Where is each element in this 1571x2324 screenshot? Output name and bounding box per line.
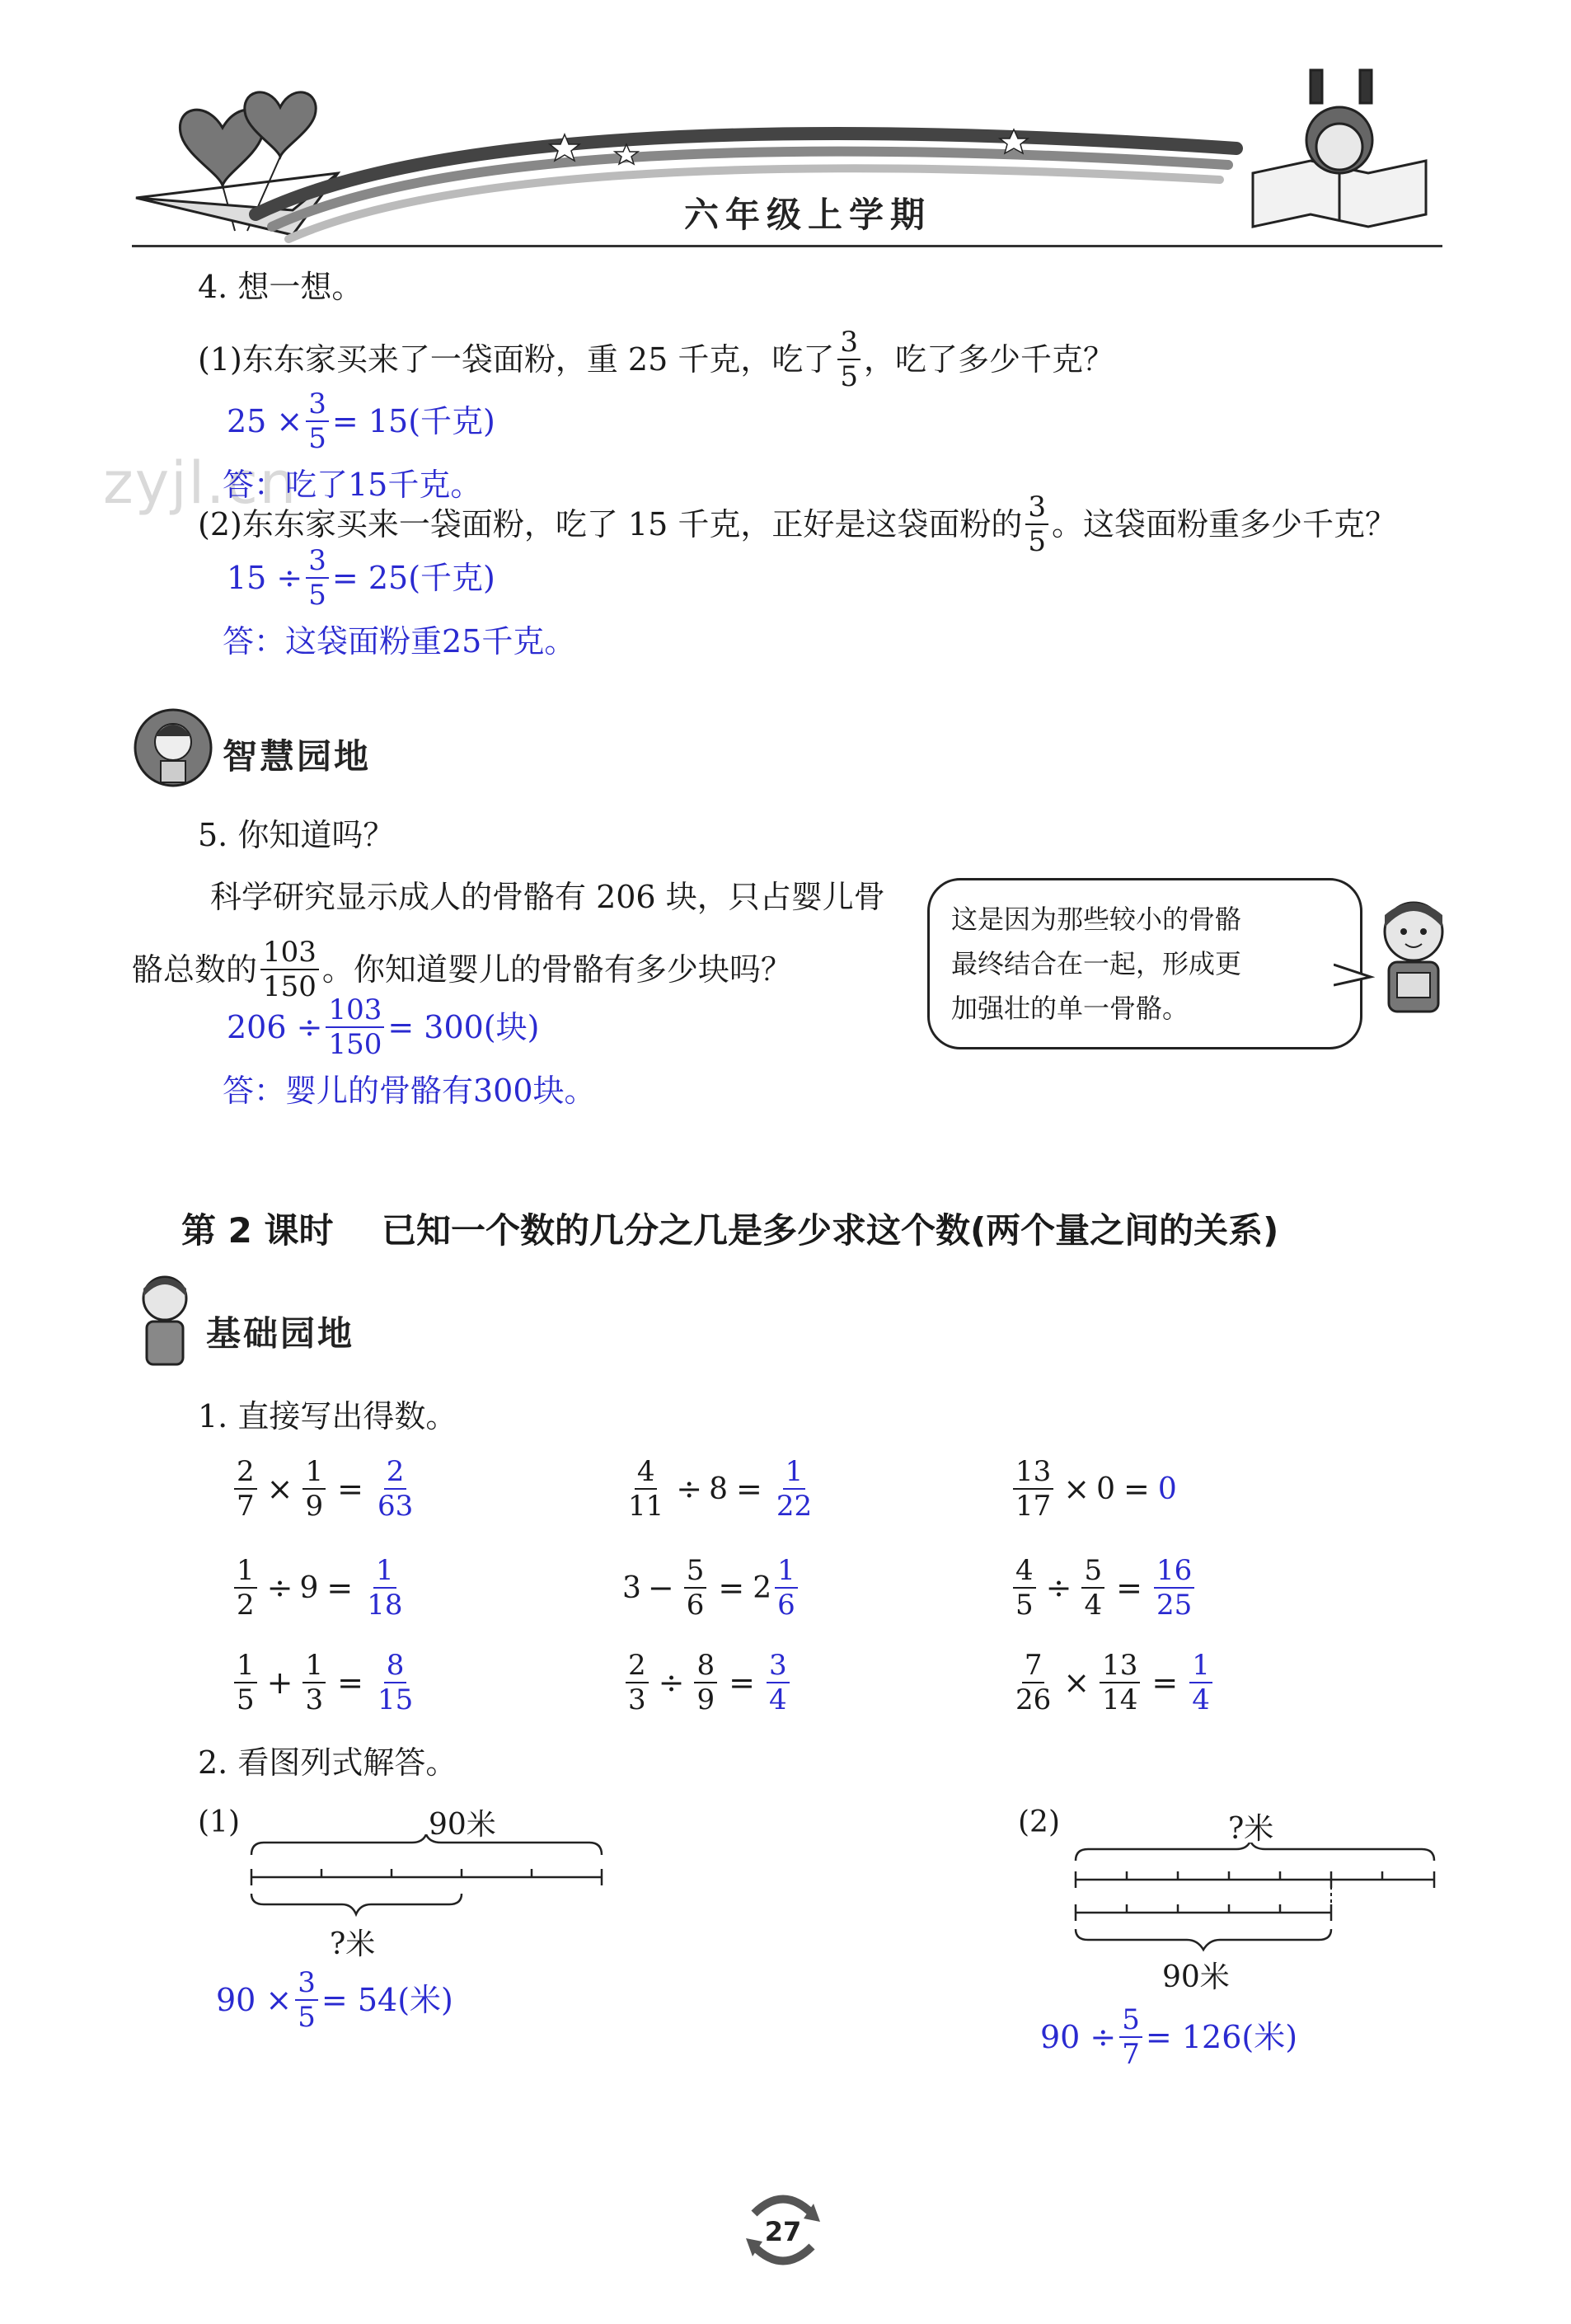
q1-item: $\frac{4}{11}$ ÷ 8 = $\frac{1}{22}$ bbox=[622, 1455, 818, 1523]
fraction: $\frac{3}{5}$ bbox=[306, 544, 329, 612]
speech-bubble bbox=[927, 878, 1362, 1049]
diagram-2 bbox=[1067, 1843, 1455, 1966]
q4-answer-2: 答：这袋面粉重25千克。 bbox=[223, 623, 576, 660]
answer-whole: 2 bbox=[753, 1570, 772, 1605]
q4-answer-1: 答：吃了15千克。 bbox=[223, 467, 482, 503]
answer-fraction: $\frac{1}{18}$ bbox=[367, 1554, 403, 1622]
fraction: $\frac{103}{150}$ bbox=[326, 993, 384, 1061]
watermark: zyjl.cn bbox=[103, 449, 298, 517]
diagram-1-calc: 90 × $\frac{3}{5}$ = 54(米) bbox=[216, 1966, 453, 2034]
header-title: 六年级上学期 bbox=[684, 195, 932, 235]
bubble-line: 这是因为那些较小的骨骼 bbox=[951, 904, 1242, 935]
paper-plane-icon bbox=[136, 173, 338, 235]
q1-item: $\frac{7}{26}$ × $\frac{13}{14}$ = $\frac{1}{4}$ bbox=[1010, 1649, 1216, 1716]
answer-fraction: $\frac{2}{63}$ bbox=[377, 1455, 414, 1523]
answer-fraction: $\frac{16}{25}$ bbox=[1154, 1554, 1194, 1622]
diagram-1-label: (1) bbox=[198, 1805, 240, 1839]
diagram-2-label: (2) bbox=[1018, 1805, 1060, 1839]
lesson-title: 第 2 课时 已知一个数的几分之几是多少求这个数(两个量之间的关系) bbox=[181, 1210, 1279, 1251]
page-header bbox=[124, 49, 1451, 251]
section-basic-label: 基础园地 bbox=[206, 1313, 355, 1354]
diagram-2-bottom-label: 90米 bbox=[1162, 1960, 1230, 1994]
answer-fraction: $\frac{3}{4}$ bbox=[767, 1649, 790, 1716]
fraction: $\frac{5}{7}$ bbox=[1119, 2003, 1142, 2071]
q5-calc: 206 ÷ $\frac{103}{150}$ = 300(块) bbox=[227, 993, 540, 1061]
q2-heading: 2. 看图列式解答。 bbox=[198, 1744, 457, 1781]
answer-fraction: $\frac{1}{6}$ bbox=[775, 1554, 798, 1622]
q4-calc-2: 15 ÷ $\frac{3}{5}$ = 25(千克) bbox=[227, 544, 495, 612]
diagram-2-top-label: ?米 bbox=[1228, 1812, 1274, 1846]
page-number-badge bbox=[738, 2189, 828, 2271]
bubble-line: 最终结合在一起，形成更 bbox=[951, 948, 1242, 979]
q4-problem-1: (1)东东家买来了一袋面粉，重 25 千克，吃了 $\frac{3}{5}$ ，吃了多少千克？ bbox=[198, 326, 1114, 393]
q1-item: $\frac{4}{5}$ ÷ $\frac{5}{4}$ = $\frac{16}{25}$ bbox=[1010, 1554, 1198, 1622]
section-basic bbox=[132, 1274, 544, 1373]
answer-value: 0 bbox=[1157, 1472, 1177, 1506]
q4-calc-1: 25 × $\frac{3}{5}$ = 15(千克) bbox=[227, 387, 495, 455]
q5-line-2: 骼总数的 $\frac{103}{150}$ 。你知道婴儿的骨骼有多少块吗？ bbox=[132, 936, 792, 1003]
fraction: $\frac{3}{5}$ bbox=[295, 1966, 318, 2034]
q1-item: 3 − $\frac{5}{6}$ = 2 $\frac{1}{6}$ bbox=[622, 1554, 801, 1622]
bubble-line: 加强壮的单一骨骼。 bbox=[951, 993, 1189, 1024]
q4-heading: 4. 想一想。 bbox=[198, 269, 363, 305]
page-number: 27 bbox=[764, 2216, 802, 2247]
boy-thinking-icon bbox=[132, 705, 214, 787]
q1-item: $\frac{2}{3}$ ÷ $\frac{8}{9}$ = $\frac{3}{4}$ bbox=[622, 1649, 793, 1716]
header-rule bbox=[132, 245, 1442, 247]
diagram-1-bottom-label: ?米 bbox=[330, 1927, 376, 1961]
reading-child-icon bbox=[1253, 70, 1426, 227]
q4-problem-2: (2)东东家买来一袋面粉，吃了 15 千克，正好是这袋面粉的 $\frac{3}{5}$ 。这袋面粉重多少千克？ bbox=[198, 491, 1396, 558]
boy-reading-icon bbox=[1368, 894, 1459, 1018]
answer-fraction: $\frac{1}{22}$ bbox=[776, 1455, 813, 1523]
fraction: $\frac{3}{5}$ bbox=[306, 387, 329, 455]
fraction: $\frac{103}{150}$ bbox=[260, 936, 319, 1003]
q1-item: $\frac{1}{2}$ ÷ 9 = $\frac{1}{18}$ bbox=[231, 1554, 409, 1622]
q1-item: $\frac{2}{7}$ × $\frac{1}{9}$ = $\frac{2}{63}$ bbox=[231, 1455, 419, 1523]
q1-heading: 1. 直接写出得数。 bbox=[198, 1398, 457, 1434]
answer-fraction: $\frac{8}{15}$ bbox=[377, 1649, 414, 1716]
section-wisdom bbox=[132, 705, 544, 796]
q5-answer: 答：婴儿的骨骼有300块。 bbox=[223, 1073, 596, 1109]
q5-heading: 5. 你知道吗？ bbox=[198, 817, 395, 853]
q1-item: $\frac{1}{5}$ + $\frac{1}{3}$ = $\frac{8}{15}$ bbox=[231, 1649, 419, 1716]
diagram-1 bbox=[243, 1834, 614, 1941]
boy-standing-icon bbox=[132, 1274, 198, 1369]
q1-item: $\frac{13}{17}$ × 0 = 0 bbox=[1010, 1455, 1177, 1523]
fraction: $\frac{3}{5}$ bbox=[837, 326, 861, 393]
q5-line-1: 科学研究显示成人的骨骼有 206 块，只占婴儿骨 bbox=[210, 879, 885, 915]
answer-fraction: $\frac{1}{4}$ bbox=[1189, 1649, 1212, 1716]
diagram-2-calc: 90 ÷ $\frac{5}{7}$ = 126(米) bbox=[1040, 2003, 1298, 2071]
section-wisdom-label: 智慧园地 bbox=[223, 736, 372, 777]
fraction: $\frac{3}{5}$ bbox=[1025, 491, 1048, 558]
diagram-1-top-label: 90米 bbox=[429, 1808, 496, 1842]
